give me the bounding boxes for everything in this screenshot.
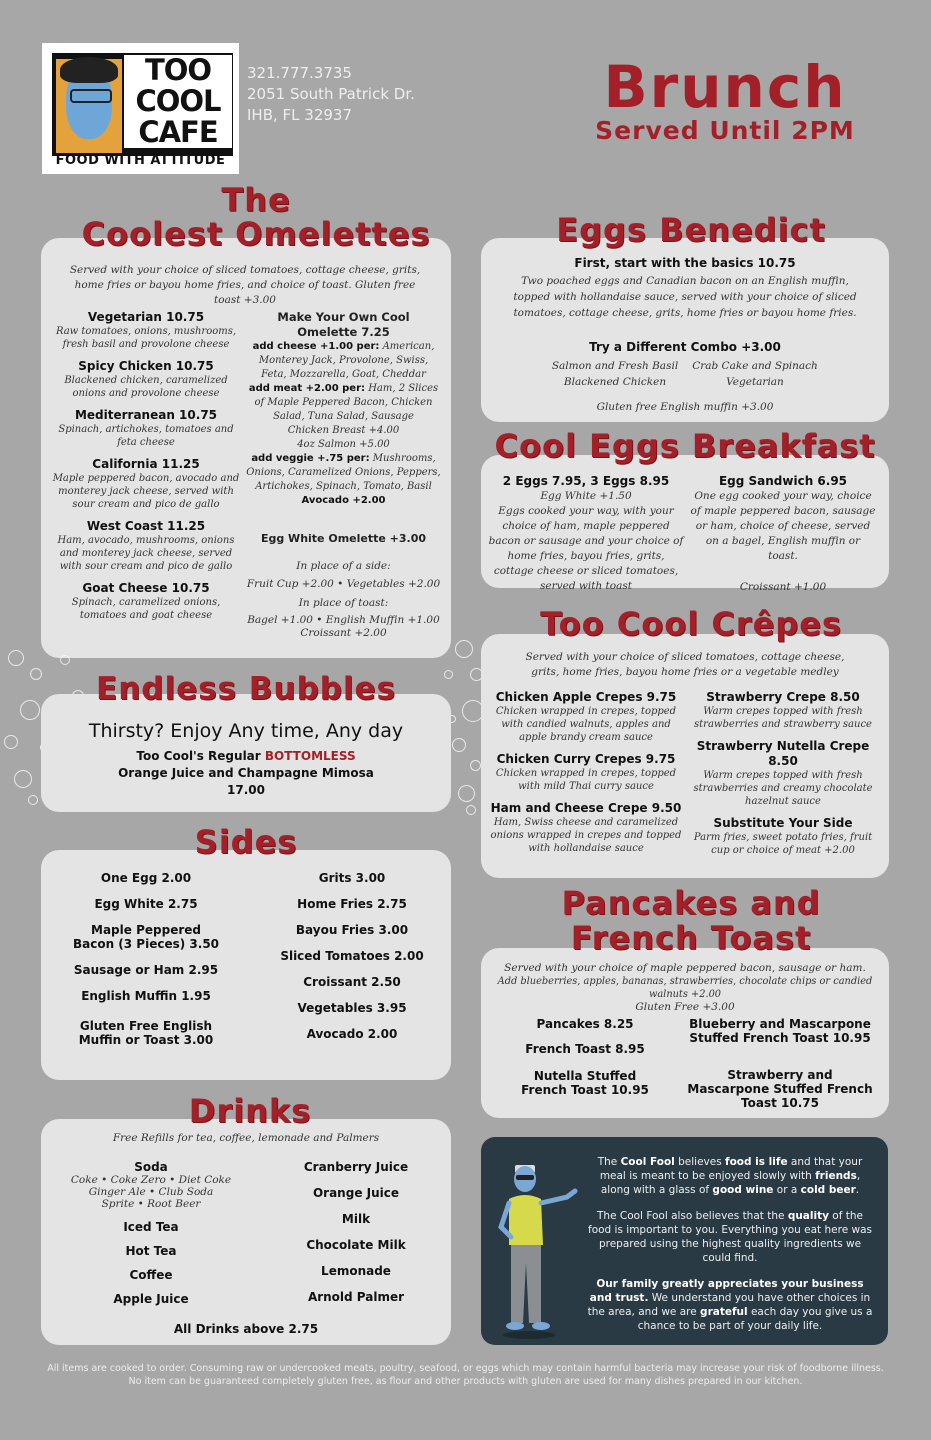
bubble-shape <box>60 655 70 665</box>
eggs-breakfast-item: 2 Eggs 7.95, 3 Eggs 8.95 Egg White +1.50 Eggs cooked your way, with your choice of ham, maple peppered bacon or sausage and your choice of home fries, bayou fries, grits, cottage cheese or sliced tomatoes, served with toast <box>488 474 684 592</box>
list-item: Croissant 2.50 <box>303 975 401 989</box>
sides-right-list <box>266 871 438 1041</box>
menu-item: Strawberry Crepe 8.50 Warm crepes topped with fresh strawberries and strawberry sauce <box>694 690 872 730</box>
build-your-own-omelette: Make Your Own Cool Omelette 7.25 add cheese +1.00 per: American, Monterey Jack, Provolone, Swiss, Feta, Mozzarella, Goat, Cheddar add meat +2.00 per: Ham, 2 Slices of Maple Peppered Bacon, Chicken Salad, Tuna Salad, Sausage Chicken Breast +4.00 4oz Salmon +5.00 add veggie +.75 per: Mushrooms, Onions, Caramelized Onions, Peppers, Artichokes, Spinach, Tomato, Basil Avocado +2.00 Egg White Omelette +3.00 In place of a side: Fruit Cup +2.00 • Vegetables +2.00 In place of toast: Bagel +1.00 • English Muffin +1.00 Croissant +2.00 <box>246 310 441 639</box>
list-item: Hot Tea <box>125 1244 177 1258</box>
drinks-left-list: Soda Coke • Coke Zero • Diet Coke Ginger Ale • Club Soda Sprite • Root Beer Iced Tea Hot Tea Coffee Apple Juice <box>56 1160 246 1306</box>
list-item: Chocolate Milk <box>306 1238 406 1252</box>
list-item: Maple Peppered Bacon (3 Pieces) 3.50 <box>72 923 220 951</box>
bubble-shape <box>455 640 473 658</box>
list-item: Orange Juice <box>312 1186 400 1200</box>
egg-sandwich-item: Egg Sandwich 6.95 One egg cooked your way, choice of maple peppered bacon, sausage or ham, choice of cheese, served on a bagel, English muffin or toast. Croissant +1.00 <box>690 474 876 593</box>
address-line-2: IHB, FL 32937 <box>247 106 352 124</box>
list-item: English Muffin 1.95 <box>81 989 211 1003</box>
cool-eggs-title: Cool Eggs Breakfast <box>494 427 876 465</box>
menu-item: Ham and Cheese Crepe 9.50 Ham, Swiss cheese and caramelized onions wrapped in crepes and topped with hollandaise sauce <box>490 801 682 854</box>
menu-item: Vegetarian 10.75 Raw tomatoes, onions, mushrooms, fresh basil and provolone cheese <box>55 310 237 350</box>
list-item: Pancakes 8.25 <box>536 1017 634 1031</box>
cool-fool-character-image <box>481 1137 585 1345</box>
bubble-shape <box>452 738 466 752</box>
list-item: Home Fries 2.75 <box>297 897 407 911</box>
omelettes-list <box>52 310 240 630</box>
list-item: Coffee <box>129 1268 173 1282</box>
list-item: Milk <box>341 1212 371 1226</box>
logo-wordmark: TOO COOL CAFE <box>124 55 232 148</box>
pancakes-right-list <box>685 1017 875 1110</box>
sides-left-list <box>56 871 236 1047</box>
list-item: Sliced Tomatoes 2.00 <box>280 949 424 963</box>
list-item: French Toast 8.95 <box>525 1042 645 1056</box>
list-item: Arnold Palmer <box>307 1290 405 1304</box>
menu-subtitle: Served Until 2PM <box>595 116 855 145</box>
list-item: Egg White 2.75 <box>94 897 198 911</box>
crepes-right-list <box>688 690 878 865</box>
list-item: Vegetables 3.95 <box>297 1001 407 1015</box>
omelettes-title: The Coolest Omelettes <box>81 181 431 253</box>
list-item: Apple Juice <box>113 1292 189 1306</box>
omelettes-intro: Served with your choice of sliced tomatoes, cottage cheese, grits, home fries or bayou home fries, and choice of toast. Gluten free toast +3.00 <box>69 264 421 306</box>
drinks-right-list <box>270 1160 442 1304</box>
menu-item: California 11.25 Maple peppered bacon, avocado and monterey jack cheese, served with sour cream and pico de gallo <box>52 457 240 510</box>
crepes-left-list <box>488 690 684 863</box>
bubble-shape <box>466 805 476 815</box>
list-item: Cranberry Juice <box>303 1160 409 1174</box>
cool-fool-panel <box>481 1137 888 1345</box>
bubble-shape <box>470 760 481 771</box>
menu-item: Mediterranean 10.75 Spinach, artichokes, tomatoes and feta cheese <box>58 408 234 448</box>
phone-number: 321.777.3735 <box>247 64 352 82</box>
menu-item: Substitute Your Side Parm fries, sweet potato fries, fruit cup or choice of meat +2.00 <box>693 816 873 856</box>
cool-fool-text: The Cool Fool believes food is life and that your meal is meant to be enjoyed slowly with friends, along with a glass of good wine or a cold beer. The Cool Fool also believes that the quality of the food is important to you. Everything you eat here was prepared using the highest quality ingredients we could find. Our family greatly appreciates your business and trust. We understand you have other choices in the area, and we are grateful each day you give us a chance to be part of your daily life. <box>587 1156 873 1332</box>
menu-item: Spicy Chicken 10.75 Blackened chicken, caramelized onions and provolone cheese <box>64 359 228 399</box>
benedict-title: Eggs Benedict <box>556 211 826 249</box>
crepes-title: Too Cool Crêpes <box>540 605 842 643</box>
menu-item: Strawberry Nutella Crepe 8.50 Warm crepes topped with fresh strawberries and creamy chocolate hazelnut sauce <box>693 739 873 807</box>
menu-item: Goat Cheese 10.75 Spinach, caramelized onions, tomatoes and goat cheese <box>71 581 221 621</box>
menu-title: Brunch <box>603 53 847 121</box>
list-item: Lemonade <box>321 1264 391 1278</box>
bubble-shape <box>4 735 18 749</box>
address-line-1: 2051 South Patrick Dr. <box>247 85 415 103</box>
menu-heading <box>560 53 890 146</box>
list-item: Strawberry and Mascarpone Stuffed French Toast 10.75 <box>687 1068 873 1110</box>
drinks-title: Drinks <box>188 1092 312 1130</box>
crepes-intro: Served with your choice of sliced tomatoes, cottage cheese, grits, home fries, bayou home fries or a vegetable medley <box>525 651 845 678</box>
pancakes-title: Pancakes and French Toast <box>561 884 821 957</box>
bubble-shape <box>14 770 32 788</box>
list-item: Grits 3.00 <box>318 871 386 885</box>
menu-item: West Coast 11.25 Ham, avocado, mushrooms, onions and monterey jack cheese, served with sour cream and pico de gallo <box>57 519 235 572</box>
menu-item: Chicken Curry Crepes 9.75 Chicken wrapped in crepes, topped with mild Thai curry sauce <box>495 752 677 792</box>
drinks-footer: All Drinks above 2.75 <box>173 1322 319 1336</box>
list-item: Avocado 2.00 <box>306 1027 398 1041</box>
benedict-content: First, start with the basics 10.75 Two poached eggs and Canadian bacon on an English muffin, topped with hollandaise sauce, served with your choice of sliced tomatoes, cottage cheese, grits, home fries or bayou home fries. Try a Different Combo +3.00 Salmon and Fresh Basil Blackened Chicken Crab Cake and Spinach Vegetarian Gluten free English muffin +3.00 <box>513 256 857 413</box>
list-item: Bayou Fries 3.00 <box>295 923 409 937</box>
pancakes-intro: Served with your choice of maple peppered bacon, sausage or ham. Add blueberries, apples, bananas, strawberries, chocolate chips or candied walnuts +2.00 Gluten Free +3.00 <box>497 962 873 1013</box>
sides-title: Sides <box>194 823 298 861</box>
menu-item: Chicken Apple Crepes 9.75 Chicken wrapped in crepes, topped with candied walnuts, apples and apple brandy cream sauce <box>495 690 677 743</box>
bubble-shape <box>458 785 475 802</box>
food-safety-disclaimer: All items are cooked to order. Consuming raw or undercooked meats, poultry, seafood, or eggs which may contain harmful bacteria may increase your risk of foodborne illness. No item can be guaranteed completely gluten free, as flour and other products with gluten are used for many dishes prepared in our kitchen. <box>47 1363 884 1387</box>
drinks-intro: Free Refills for tea, coffee, lemonade and Palmers <box>112 1132 380 1144</box>
list-item: Soda <box>134 1160 168 1174</box>
bubbles-content: Thirsty? Enjoy Any time, Any day Too Cool's Regular BOTTOMLESS Orange Juice and Champagne Mimosa 17.00 <box>88 720 404 797</box>
bubbles-title: Endless Bubbles <box>96 671 396 707</box>
bubble-shape <box>28 795 38 805</box>
pancakes-left-list <box>495 1017 675 1097</box>
list-item: Gluten Free English Muffin or Toast 3.00 <box>78 1019 214 1047</box>
list-item: Blueberry and Mascarpone Stuffed French Toast 10.95 <box>689 1017 871 1045</box>
contact-info <box>247 63 415 126</box>
cafe-logo <box>42 43 239 174</box>
list-item: Sausage or Ham 2.95 <box>73 963 219 977</box>
list-item: Nutella Stuffed French Toast 10.95 <box>521 1069 649 1097</box>
list-item: One Egg 2.00 <box>100 871 192 885</box>
logo-tagline: FOOD WITH ATTITUDE <box>55 153 226 168</box>
logo-character-image <box>52 53 233 156</box>
bubble-shape <box>20 700 40 720</box>
bubble-shape <box>8 650 24 666</box>
list-item: Iced Tea <box>123 1220 179 1234</box>
egg-white-option: Egg White Omelette +3.00 <box>260 532 427 545</box>
